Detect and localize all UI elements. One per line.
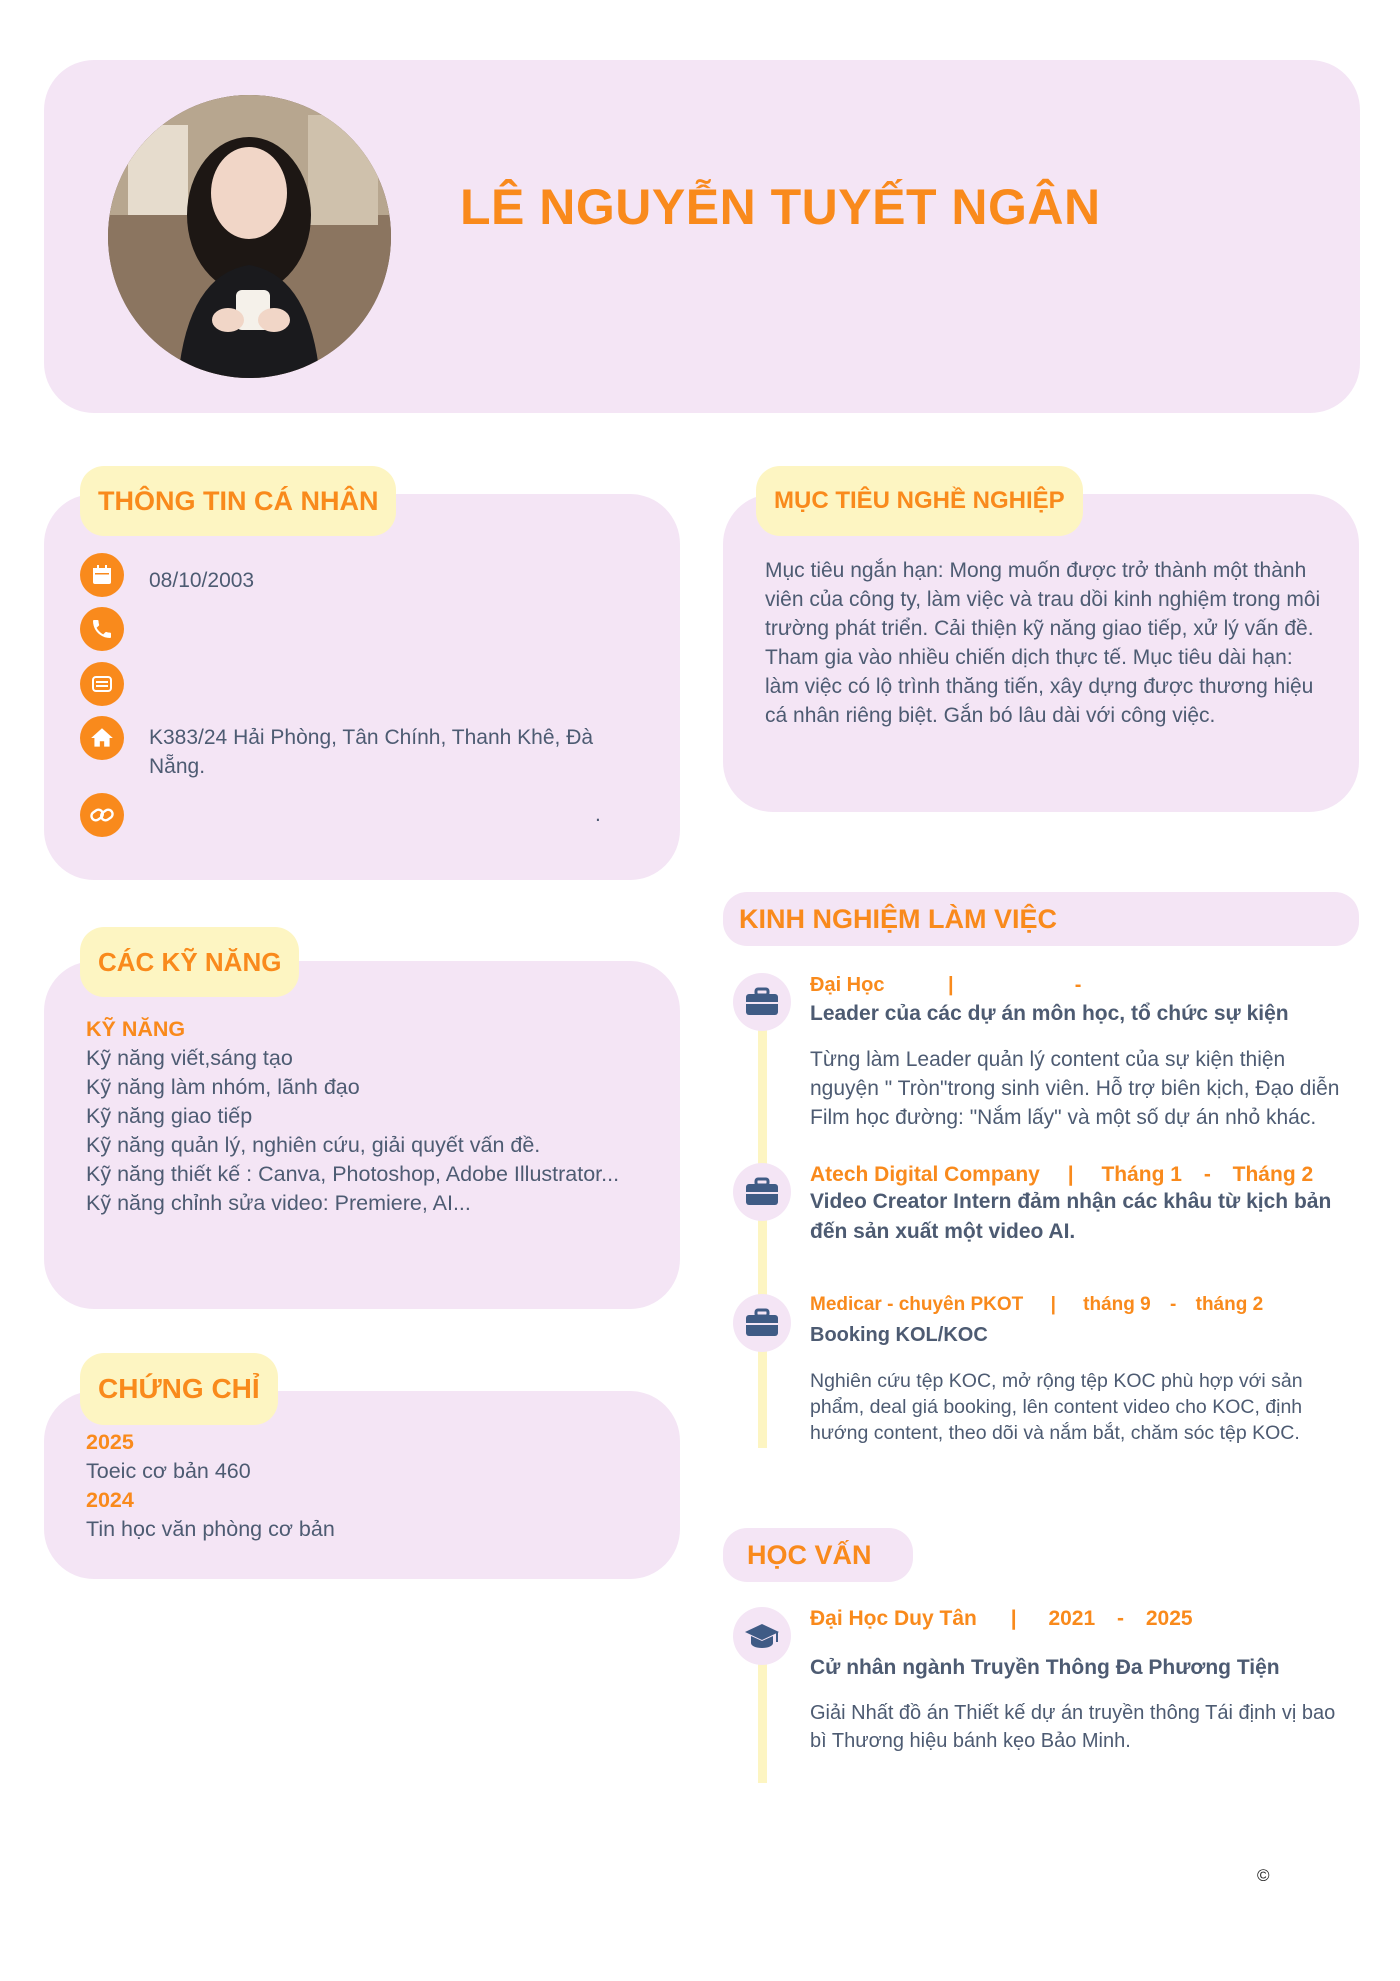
briefcase-icon [733,973,791,1031]
job-dash: - [1170,1294,1177,1315]
job-description: Nghiên cứu tệp KOC, mở rộng tệp KOC phù hợp với sản phẩm, deal giá booking, lên content video cho KOC, định hướng content, theo dõi và nắm bắt, chăm sóc tệp KOC. [810,1370,1303,1444]
job-dash: - [1074,974,1082,996]
address-row [80,716,124,760]
certificate-name: Tin học văn phòng cơ bản [86,1517,335,1541]
experience-timeline [758,1000,767,1448]
career-text: Mục tiêu ngắn hạn: Mong muốn được trở thành một thành viên của công ty, làm việc và trau dồi kinh nghiệm trong môi trường phát triển. Cải thiện kỹ năng giao tiếp, xử lý vấn đề. Tham gia vào nhiều chiến dịch thực tế. Mục tiêu dài hạn: làm việc có lộ trình thăng tiến, xây dựng được thương hiệu cá nhân riêng biệt. Gắn bó lâu dài với công việc. [765,559,1321,727]
link-row [80,793,124,837]
phone-row [80,607,124,651]
job-from: Tháng 1 [1101,1163,1182,1186]
job-meta [810,1163,1313,1187]
job-separator: | [1067,1163,1074,1186]
education-dash: - [1117,1607,1125,1630]
mail-icon [80,662,124,706]
career-title: MỤC TIÊU NGHỀ NGHIỆP [756,466,1083,536]
job-from: tháng 9 [1083,1294,1151,1315]
profile-photo [108,95,391,378]
job-role: Video Creator Intern đảm nhận các khâu từ kịch bản đến sản xuất một video AI. [810,1190,1332,1243]
skill-item: Kỹ năng quản lý, nghiên cứu, giải quyết vấn đề. [86,1133,541,1157]
birthday-value: 08/10/2003 [149,569,255,592]
job-to: Tháng 2 [1232,1163,1314,1186]
education-from: 2021 [1048,1607,1096,1630]
skills-title: CÁC KỸ NĂNG [80,927,299,997]
skills-heading: KỸ NĂNG [86,1017,186,1041]
graduation-cap-icon [733,1607,791,1665]
profile-photo-illustration [108,95,391,378]
education-separator: | [1010,1607,1017,1630]
birthday-row [80,553,124,597]
job-description: Từng làm Leader quản lý content của sự kiện thiện nguyện " Tròn"trong sinh viên. Hỗ trợ biên kịch, Đạo diễn Film học đường: "Nắm lấy" và một số dự án nhỏ khác. [810,1048,1340,1129]
skill-item: Kỹ năng giao tiếp [86,1104,253,1128]
job-separator: | [948,974,954,996]
job-meta [810,974,1087,997]
home-icon [80,716,124,760]
skill-item: Kỹ năng làm nhóm, lãnh đạo [86,1075,360,1099]
job-role: Leader của các dự án môn học, tổ chức sự kiện [810,1002,1289,1025]
skills-list [86,1015,619,1218]
link-icon [80,793,124,837]
experience-title: KINH NGHIỆM LÀM VIỆC [723,892,1359,946]
education-description: Giải Nhất đồ án Thiết kế dự án truyền thông Tái định vị bao bì Thương hiệu bánh kẹo Bảo Minh. [810,1702,1336,1752]
education-degree: Cử nhân ngành Truyền Thông Đa Phương Tiện [810,1656,1280,1679]
certificates-list [86,1428,335,1544]
job-company: Atech Digital Company [810,1163,1040,1186]
skill-item: Kỹ năng viết,sáng tạo [86,1046,293,1070]
skill-item: Kỹ năng chỉnh sửa video: Premiere, AI... [86,1191,471,1215]
address-value: K383/24 Hải Phòng, Tân Chính, Thanh Khê, Đà Nẵng. [149,726,594,778]
briefcase-icon [733,1163,791,1221]
job-company: Đại Học [810,974,885,996]
job-meta [810,1294,1263,1316]
certificate-year: 2025 [86,1430,134,1454]
job-dash: - [1203,1163,1211,1186]
copyright-mark: © [1257,1866,1270,1885]
education-school: Đại Học Duy Tân [810,1607,977,1630]
job-separator: | [1050,1294,1056,1315]
education-title: HỌC VẤN [723,1528,913,1582]
link-value[interactable]: . [595,803,601,826]
personal-info-title: THÔNG TIN CÁ NHÂN [80,466,396,536]
education-to: 2025 [1145,1607,1193,1630]
certificates-title: CHỨNG CHỈ [80,1353,278,1425]
personal-info-panel [44,494,680,880]
phone-icon [80,607,124,651]
briefcase-icon [733,1294,791,1352]
calendar-icon [80,553,124,597]
certificate-year: 2024 [86,1488,134,1512]
job-role: Booking KOL/KOC [810,1324,988,1346]
email-row [80,662,124,706]
skill-item: Kỹ năng thiết kế : Canva, Photoshop, Adobe Illustrator... [86,1162,620,1186]
job-company: Medicar - chuyên PKOT [810,1294,1024,1315]
certificate-name: Toeic cơ bản 460 [86,1459,251,1483]
education-meta [810,1607,1193,1631]
job-to: tháng 2 [1195,1294,1264,1315]
full-name: LÊ NGUYỄN TUYẾT NGÂN [460,179,1101,235]
